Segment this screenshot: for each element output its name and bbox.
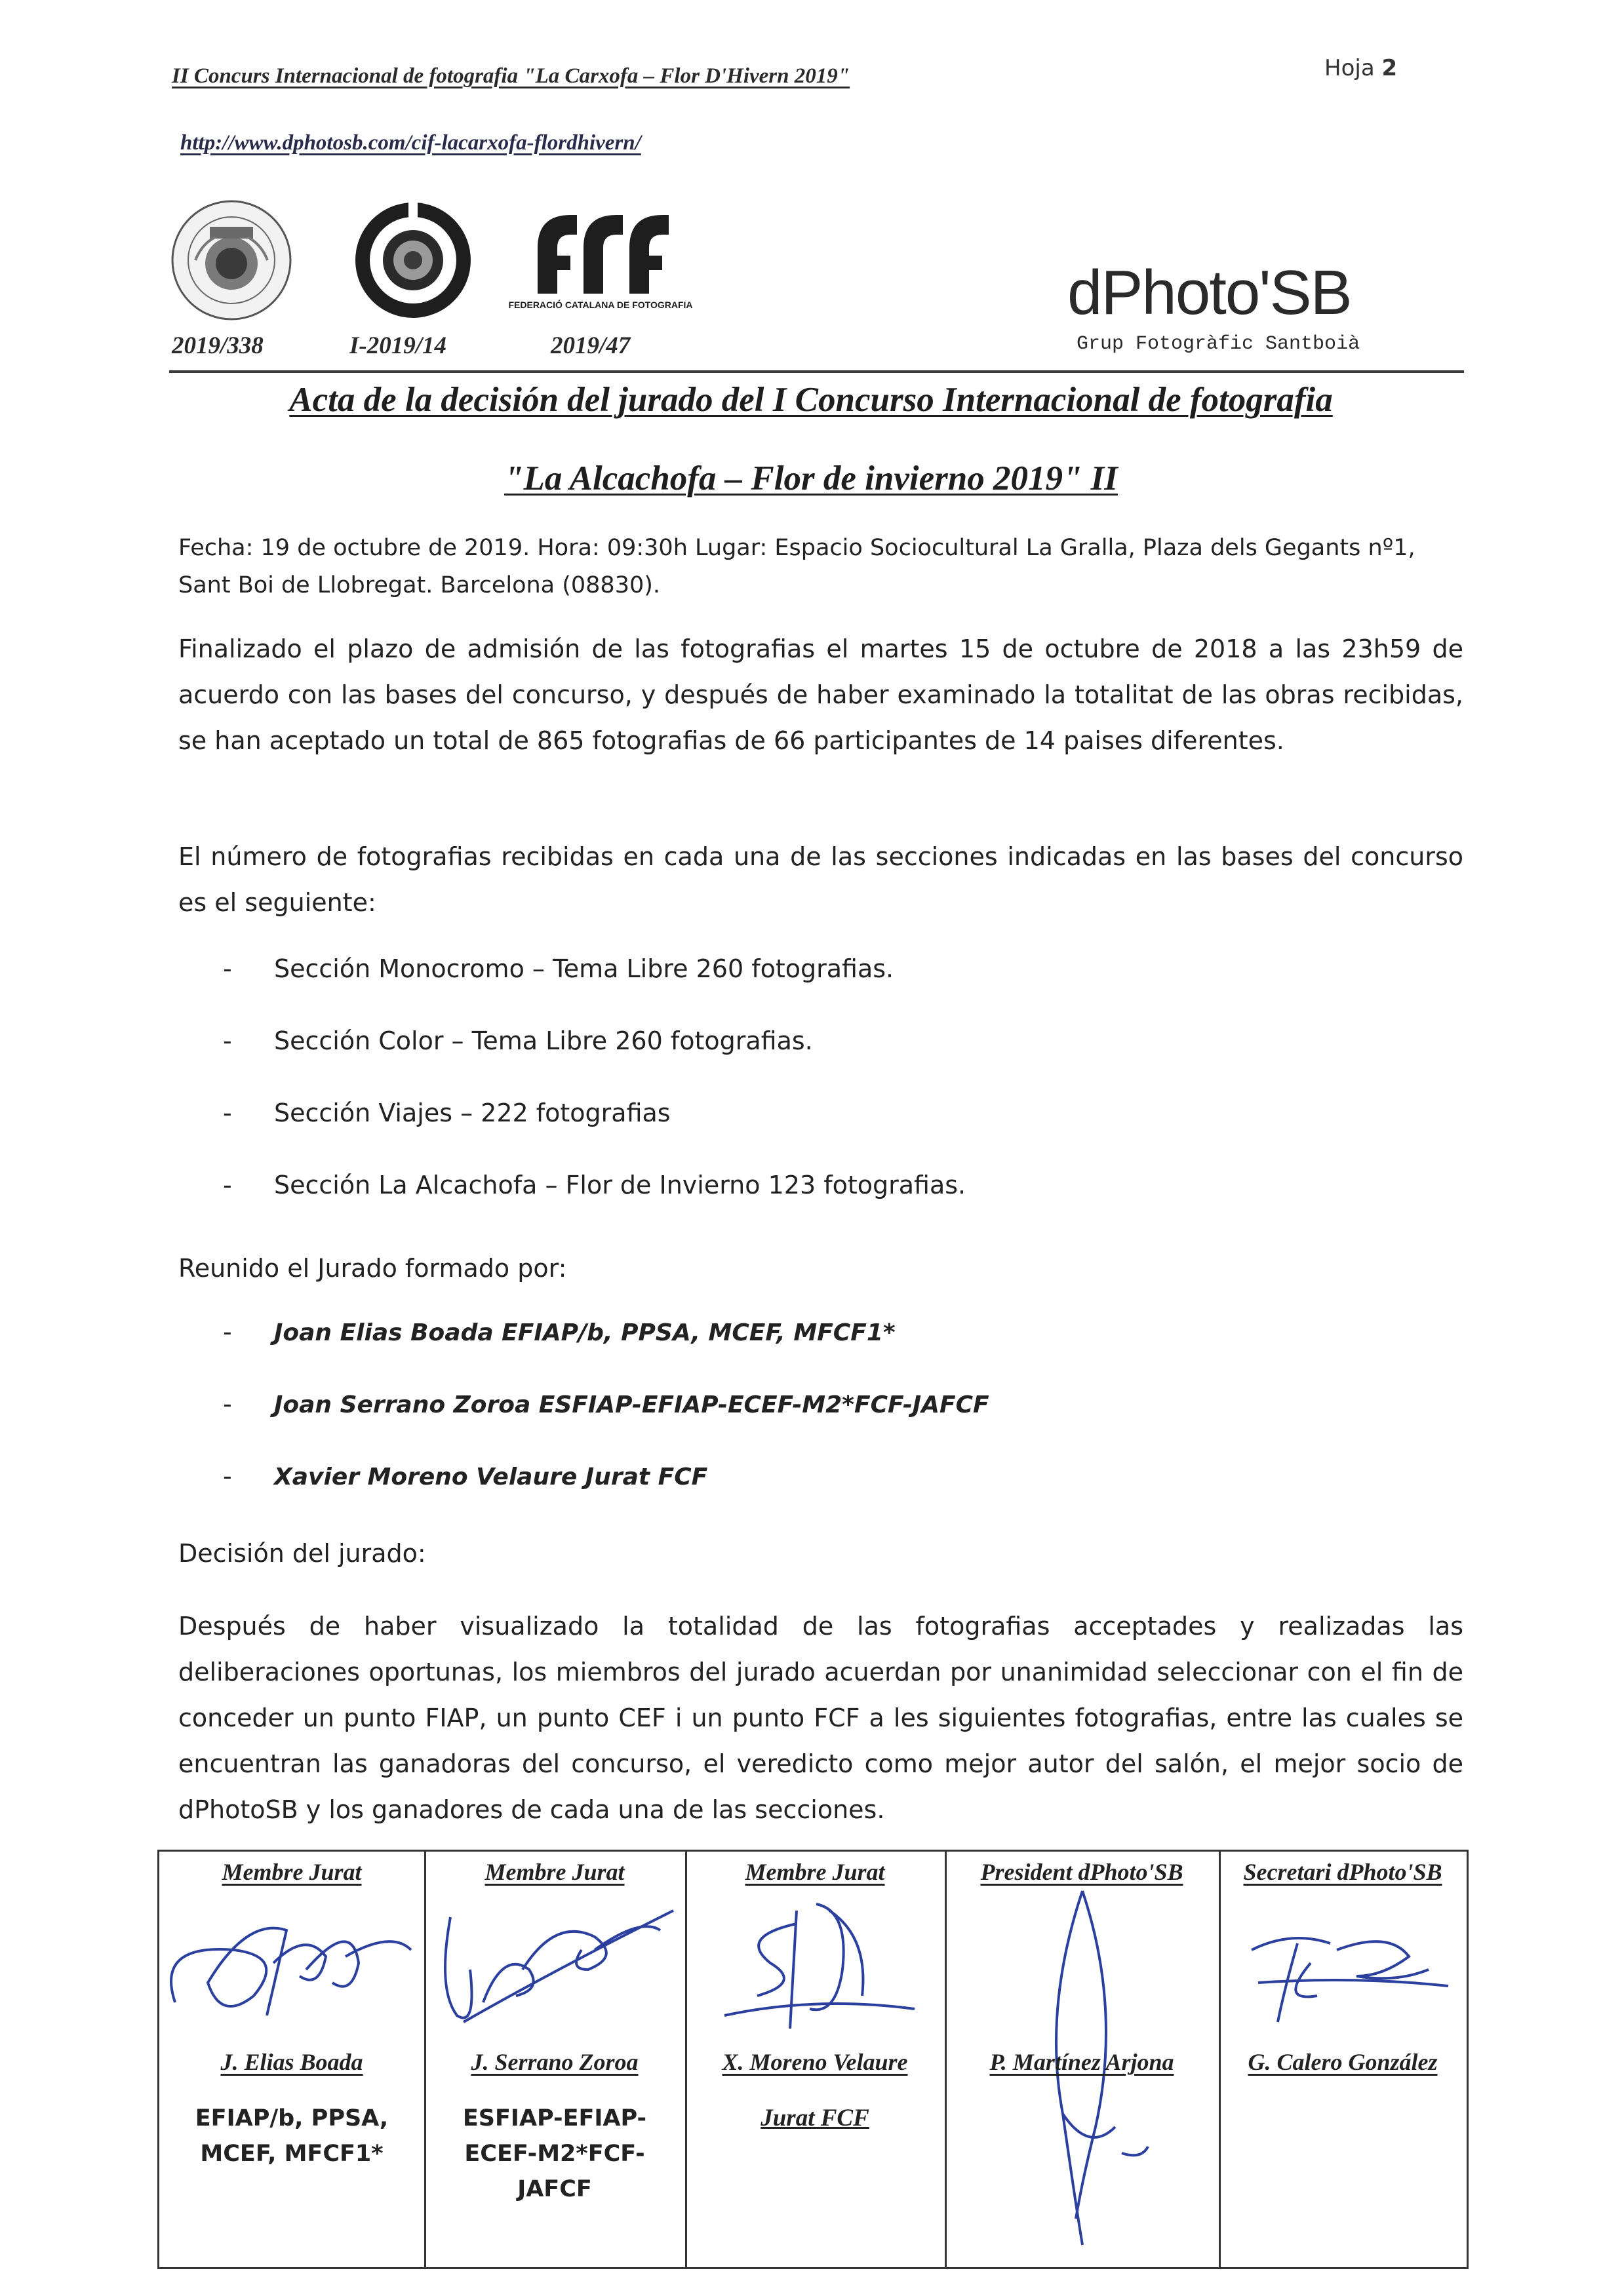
sheet-indicator [1324, 55, 1397, 81]
juror-name: Xavier Moreno Velaure Jurat FCF [274, 1464, 708, 1490]
list-item: - Sección Monocromo – Tema Libre 260 fotografias. [223, 954, 894, 983]
list-item: - Xavier Moreno Velaure Jurat FCF [223, 1462, 708, 1490]
contest-url[interactable]: http://www.dphotosb.com/cif-lacarxofa-flordhivern/ [180, 131, 641, 155]
sheet-number: 2 [1381, 55, 1398, 81]
signatory-name: J. Elias Boada [220, 2049, 363, 2075]
sheet-label: Hoja [1324, 55, 1375, 81]
handwritten-signature-serrano [424, 1891, 685, 2042]
juror-name: Joan Elias Boada EFIAP/b, PPSA, MCEF, MFCF1* [274, 1319, 896, 1346]
signatory-credentials: EFIAP/b, PPSA, MCEF, MFCF1* [195, 2105, 389, 2167]
section-label: Sección Viajes – 222 fotografias [274, 1099, 671, 1127]
header-divider [169, 370, 1464, 373]
signatory-credentials: Jurat FCF [761, 2105, 869, 2131]
dphotosb-subtitle: Grup Fotogràfic Santboià [1077, 333, 1360, 355]
admission-paragraph: Finalizado el plazo de admisión de las fotografias el martes 15 de octubre de 2018 a las 23h59 de acuerdo con las bases del concurso, y después de haber examinado la totalitat de las obras recibidas, se han aceptado un total de 865 fotografias de 66 participantes de 14 paises diferentes. [178, 634, 1463, 755]
handwritten-signature-elias [155, 1904, 424, 2035]
list-item: - Joan Elias Boada EFIAP/b, PPSA, MCEF, MFCF1* [223, 1317, 896, 1346]
signature-cell [424, 1852, 687, 2267]
contest-header-title: II Concurs Internacional de fotografia "La Carxofa – Flor D'Hivern 2019" [172, 64, 850, 88]
section-label: Sección Monocromo – Tema Libre 260 fotografias. [274, 954, 894, 983]
section-label: Sección Color – Tema Libre 260 fotografias. [274, 1026, 813, 1055]
signature-role: Membre Jurat [222, 1859, 362, 1885]
signatory-name: J. Serrano Zoroa [471, 2049, 639, 2075]
list-item: - Sección Color – Tema Libre 260 fotografias. [223, 1026, 813, 1055]
decision-paragraph: Después de haber visualizado la totalidad de las fotografias acceptades y realizadas las deliberaciones oportunas, los miembros del jurado acuerdan por unanimidad seleccionar con el fin de conceder un punto FIAP, un punto CEF i un punto FCF a les siguientes fotografias, entre las cuales se encuentran las ganadoras del concurso, el veredicto como mejor autor del salón, el mejor socio de dPhotoSB y los ganadores de cada una de las secciones. [178, 1612, 1463, 1824]
section-label: Sección La Alcachofa – Flor de Invierno 123 fotografias. [274, 1171, 966, 1199]
signature-role: Secretari dPhoto'SB [1243, 1859, 1442, 1885]
signature-role: Membre Jurat [745, 1859, 885, 1885]
signatory-name: X. Moreno Velaure [722, 2049, 908, 2075]
sections-intro-paragraph: El número de fotografias recibidas en cada una de las secciones indicadas en las bases del concurso es el seguiente: [178, 842, 1463, 917]
fcf-patronage-number: 2019/47 [551, 332, 631, 359]
handwritten-signature-calero [1238, 1924, 1455, 2035]
juror-name: Joan Serrano Zoroa ESFIAP-EFIAP-ECEF-M2*FCF-JAFCF [274, 1391, 989, 1418]
cef-seal-logo [169, 198, 294, 322]
signature-role: Membre Jurat [485, 1859, 625, 1885]
dphotosb-wordmark: dPhoto'SB [1067, 258, 1351, 328]
fcf-caption: FEDERACIÓ CATALANA DE FOTOGRAFIA [508, 300, 693, 310]
document-title-line2: "La Alcachofa – Flor de invierno 2019" II [504, 459, 1118, 497]
cef-patronage-number: 2019/338 [172, 332, 264, 359]
signature-role: President dPhoto'SB [980, 1859, 1183, 1885]
jury-intro: Reunido el Jurado formado por: [178, 1254, 567, 1283]
signatory-name: G. Calero González [1248, 2049, 1438, 2075]
signature-cell [1219, 1852, 1467, 2267]
list-item: - Joan Serrano Zoroa ESFIAP-EFIAP-ECEF-M2*FCF-JAFCF [223, 1390, 989, 1418]
signatory-name: P. Martínez Arjona [989, 2049, 1174, 2075]
document-title-line1: Acta de la decisión del jurado del I Concurso Internacional de fotografia [289, 381, 1333, 419]
list-item: - Sección La Alcachofa – Flor de Invierno 123 fotografias. [223, 1171, 966, 1199]
signature-cell [159, 1852, 426, 2267]
signature-cell [685, 1852, 947, 2267]
fiap-logo [351, 198, 475, 322]
signatory-credentials: ESFIAP-EFIAP-ECEF-M2*FCF-JAFCF [462, 2105, 647, 2202]
handwritten-signature-moreno [698, 1897, 934, 2042]
fcf-logo [508, 208, 693, 326]
fiap-patronage-number: I-2019/14 [349, 332, 446, 359]
meeting-details: Fecha: 19 de octubre de 2019. Hora: 09:30h Lugar: Espacio Sociocultural La Gralla, Plaza dels Gegants nº1, Sant Boi de Llobregat. Barcelona (08830). [178, 535, 1415, 598]
signature-cell [945, 1852, 1221, 2267]
decision-heading: Decisión del jurado: [178, 1539, 426, 1568]
list-item: - Sección Viajes – 222 fotografias [223, 1099, 671, 1127]
signature-table [157, 1850, 1469, 2269]
